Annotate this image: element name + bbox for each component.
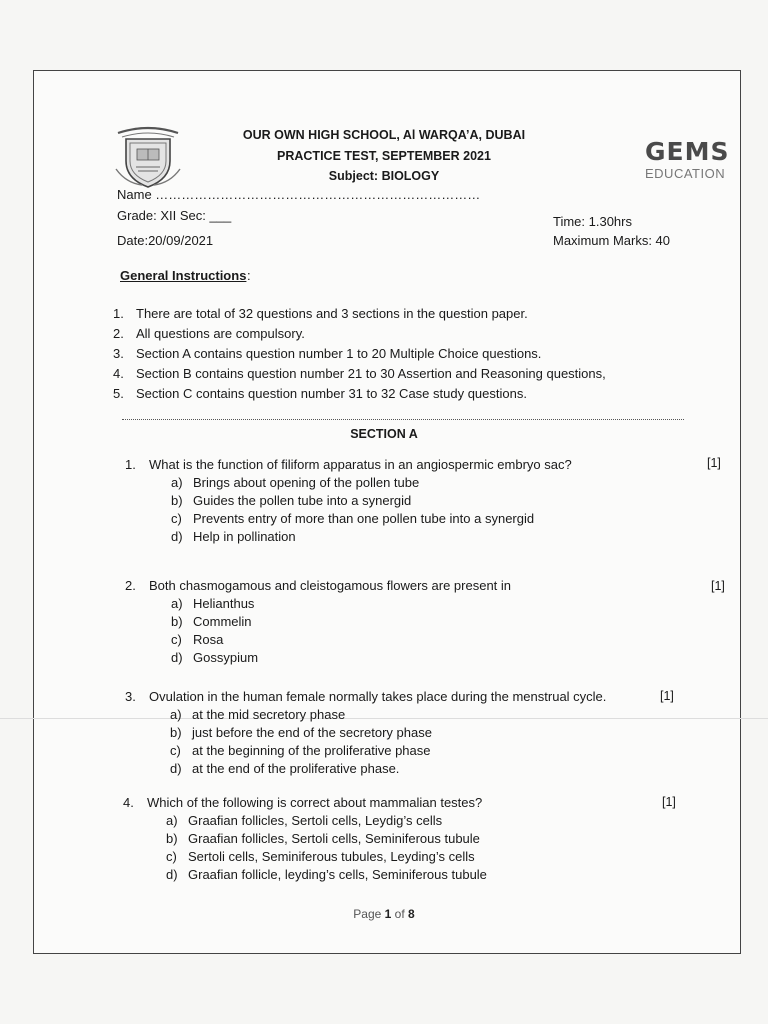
instruction-item	[113, 384, 606, 404]
question-stem	[123, 794, 487, 812]
option-letter: d)	[170, 761, 182, 776]
instructions-colon: :	[247, 268, 251, 283]
answer-option	[171, 510, 572, 528]
answer-options	[171, 595, 511, 667]
page-footer	[0, 907, 768, 921]
option-text: Help in pollination	[193, 529, 296, 544]
option-letter: b)	[166, 831, 178, 846]
option-letter: d)	[166, 867, 178, 882]
question-2	[125, 577, 511, 667]
time-field: Time: 1.30hrs	[553, 214, 632, 229]
instructions-list	[113, 304, 606, 404]
page-of: of	[394, 907, 405, 921]
option-text: just before the end of the secretory phase	[192, 725, 432, 740]
option-letter: c)	[166, 849, 177, 864]
option-text: at the end of the proliferative phase.	[192, 761, 400, 776]
option-text: at the mid secretory phase	[192, 707, 346, 722]
gems-education-logo	[645, 137, 737, 181]
answer-option	[166, 848, 487, 866]
option-text: Graafian follicles, Sertoli cells, Leydig’s cells	[188, 813, 443, 828]
section-title: SECTION A	[350, 427, 418, 441]
answer-options	[166, 812, 487, 884]
option-letter: a)	[171, 475, 183, 490]
instruction-number: 2.	[113, 326, 124, 341]
option-letter: b)	[171, 493, 183, 508]
question-text: Which of the following is correct about mammalian testes?	[147, 795, 483, 810]
option-letter: a)	[170, 707, 182, 722]
option-text: Sertoli cells, Seminiferous tubules, Leyding’s cells	[188, 849, 475, 864]
instruction-item	[113, 344, 606, 364]
page-number: 1	[384, 907, 392, 921]
option-letter: b)	[171, 614, 183, 629]
page-prefix: Page	[353, 907, 382, 921]
question-number: 2.	[125, 578, 136, 593]
max-marks-field: Maximum Marks: 40	[553, 233, 671, 248]
question-text: Ovulation in the human female normally takes place during the menstrual cycle.	[149, 689, 607, 704]
question-4	[123, 794, 487, 884]
question-2-mark: [1]	[711, 579, 725, 593]
option-letter: d)	[171, 650, 183, 665]
page-total: 8	[408, 907, 415, 921]
instruction-text: Section C contains question number 31 to 32 Case study questions.	[136, 386, 527, 401]
school-name: OUR OWN HIGH SCHOOL, Al WARQA’A, DUBAI	[242, 128, 526, 142]
instructions-title: General Instructions	[120, 268, 247, 283]
answer-option	[170, 742, 606, 760]
answer-option	[171, 649, 511, 667]
question-1	[125, 456, 572, 546]
option-letter: d)	[171, 529, 183, 544]
answer-options	[171, 474, 572, 546]
question-number: 4.	[123, 795, 134, 810]
question-stem	[125, 688, 606, 706]
question-1-mark: [1]	[707, 456, 721, 470]
instruction-text: Section A contains question number 1 to 20 Multiple Choice questions.	[136, 346, 542, 361]
question-number: 3.	[125, 689, 136, 704]
divider	[122, 419, 684, 420]
option-text: Helianthus	[193, 596, 255, 611]
question-text: Both chasmogamous and cleistogamous flowers are present in	[149, 578, 512, 593]
option-letter: c)	[171, 511, 182, 526]
option-text: Rosa	[193, 632, 224, 647]
answer-option	[166, 812, 487, 830]
option-text: Graafian follicles, Sertoli cells, Seminiferous tubule	[188, 831, 480, 846]
grade-field: Grade: XII Sec: ___	[117, 208, 232, 223]
option-text: Brings about opening of the pollen tube	[193, 475, 420, 490]
instruction-item	[113, 324, 606, 344]
option-letter: a)	[166, 813, 178, 828]
option-text: Graafian follicle, leyding’s cells, Seminiferous tubule	[188, 867, 487, 882]
answer-option	[171, 528, 572, 546]
option-letter: b)	[170, 725, 182, 740]
question-number: 1.	[125, 457, 136, 472]
question-text: What is the function of filiform apparatus in an angiospermic embryo sac?	[149, 457, 572, 472]
option-text: Commelin	[193, 614, 252, 629]
instruction-text: There are total of 32 questions and 3 sections in the question paper.	[136, 306, 528, 321]
name-field: Name …………………………………………………………………	[117, 187, 481, 202]
answer-option	[170, 760, 606, 778]
date-field: Date:20/09/2021	[117, 233, 214, 248]
answer-option	[171, 631, 511, 649]
instruction-number: 4.	[113, 366, 124, 381]
gems-logo-mark: GEMS	[645, 137, 730, 166]
answer-option	[171, 595, 511, 613]
question-3-mark: [1]	[660, 689, 674, 703]
option-letter: c)	[171, 632, 182, 647]
option-text: Guides the pollen tube into a synergid	[193, 493, 412, 508]
option-text: Prevents entry of more than one pollen tube into a synergid	[193, 511, 535, 526]
answer-option	[171, 474, 572, 492]
question-stem	[125, 456, 572, 474]
option-letter: c)	[170, 743, 181, 758]
question-stem	[125, 577, 511, 595]
instruction-number: 5.	[113, 386, 124, 401]
option-letter: a)	[171, 596, 183, 611]
answer-option	[171, 492, 572, 510]
answer-option	[166, 830, 487, 848]
test-title: PRACTICE TEST, SEPTEMBER 2021	[277, 149, 491, 163]
answer-option	[171, 613, 511, 631]
answer-options	[170, 706, 606, 778]
instruction-item	[113, 304, 606, 324]
question-4-mark: [1]	[662, 795, 676, 809]
answer-option	[170, 724, 606, 742]
gems-logo-sub: EDUCATION	[645, 166, 726, 181]
answer-option	[166, 866, 487, 884]
subject-title: Subject: BIOLOGY	[328, 169, 440, 183]
answer-option	[170, 706, 606, 724]
instruction-number: 3.	[113, 346, 124, 361]
question-3	[125, 688, 606, 778]
instruction-item	[113, 364, 606, 384]
instruction-number: 1.	[113, 306, 124, 321]
instruction-text: Section B contains question number 21 to 30 Assertion and Reasoning questions,	[136, 366, 606, 381]
option-text: at the beginning of the proliferative phase	[192, 743, 431, 758]
instruction-text: All questions are compulsory.	[136, 326, 305, 341]
option-text: Gossypium	[193, 650, 259, 665]
